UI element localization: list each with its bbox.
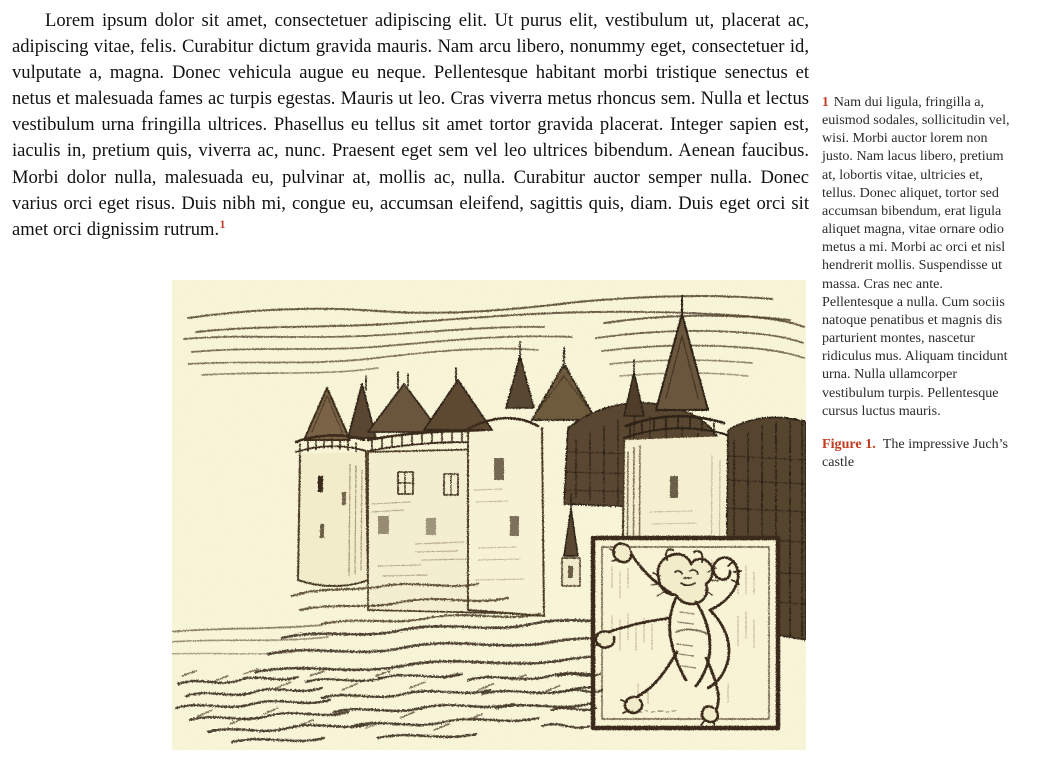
main-text-column: [12, 8, 809, 243]
heraldic-lion-panel: [593, 538, 778, 728]
footnote-number: 1: [822, 94, 829, 109]
figure-caption: [822, 420, 1014, 471]
central-donjon: [466, 418, 544, 616]
body-paragraph: [12, 8, 809, 243]
figure-caption-text: The impressive Juch’s castle: [822, 435, 1009, 470]
figure-caption-label: Figure 1.: [822, 435, 876, 452]
castle-illustration: [172, 280, 806, 750]
footnote-reference-marker[interactable]: 1: [219, 218, 226, 231]
footnote-note: [822, 93, 1014, 420]
castle-engraving-svg: [172, 280, 806, 750]
body-paragraph-text: Lorem ipsum dolor sit amet, consectetuer adipiscing elit. Ut purus elit, vestibulum ut, placerat ac, adipiscing vitae, felis. Curabitur dictum gravida mauris. Nam arcu libero, nonummy eget, consectetuer id, vulputate a, magna. Donec vehicula augue eu neque. Pellentesque habitant morbi tristique senectus et netus et malesuada fames ac turpis egestas. Mauris ut leo. Cras viverra metus rhoncus sem. Nulla et lectus vestibulum urna fringilla ultrices. Phasellus eu tellus sit amet tortor gravida placerat. Integer sapien est, iaculis in, pretium quis, viverra ac, nunc. Praesent eget sem vel leo ultrices bibendum. Aenean faucibus. Morbi dolor nulla, malesuada eu, pulvinar at, mollis ac, nulla. Curabitur auctor semper nulla. Donec varius orci eget risus. Duis nibh mi, congue eu, accumsan eleifend, sagittis quis, diam. Duis eget orci sit amet orci dignissim rutrum.: [12, 10, 809, 240]
footnote-text: Nam dui ligula, fringilla a, euismod sodales, sollicitudin vel, wisi. Morbi auctor lorem non justo. Nam lacus libero, pretium at, lobortis vitae, ultricies et, tellus. Donec aliquet, tortor sed accumsan bibendum, erat ligula aliquet magna, vitae ornare odio metus a mi. Morbi ac orci et nisl hendrerit mollis. Suspendisse ut massa. Cras nec ante. Pellentesque a nulla. Cum sociis natoque penatibus et magnis dis parturient montes, nascetur ridiculus mus. Aliquam tincidunt urna. Nulla ullamcorper vestibulum turpis. Pellentesque cursus luctus mauris.: [822, 94, 1010, 419]
margin-notes-column: [822, 93, 1014, 471]
